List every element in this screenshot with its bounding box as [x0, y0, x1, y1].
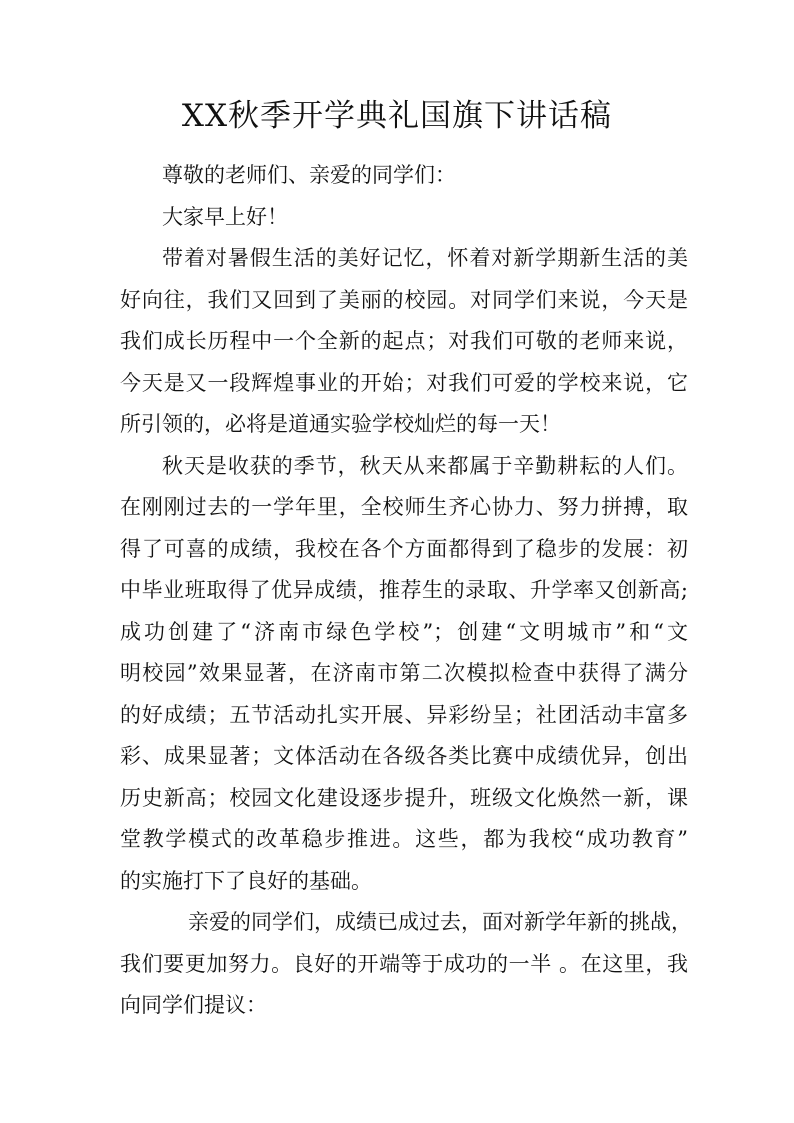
salutation-line: 尊敬的老师们、亲爱的同学们： [162, 163, 456, 187]
paragraph-2-line-5: 成功创建了“济南市绿色学校”；创建“文明城市”和“文 [120, 620, 688, 644]
paragraph-2-line-10: 堂教学模式的改革稳步推进。这些，都为我校“成功教育” [120, 827, 688, 851]
paragraph-1-line-5: 所引领的，必将是道通实验学校灿烂的每一天！ [120, 412, 561, 436]
paragraph-1-line-1: 带着对暑假生活的美好记忆，怀着对新学期新生活的美 [162, 246, 688, 270]
paragraph-3-line-2: 我们要更加努力。良好的开端等于成功的一半 。在这里，我 [120, 952, 688, 976]
paragraph-2-line-9: 历史新高；校园文化建设逐步提升，班级文化焕然一新，课 [120, 786, 688, 810]
paragraph-2-line-8: 彩、成果显著；文体活动在各级各类比赛中成绩优异，创出 [120, 744, 688, 768]
paragraph-2-line-7: 的好成绩；五节活动扎实开展、异彩纷呈；社团活动丰富多 [120, 703, 688, 727]
paragraph-2-line-3: 得了可喜的成绩，我校在各个方面都得到了稳步的发展：初 [120, 537, 688, 561]
paragraph-3-line-3: 向同学们提议： [120, 993, 267, 1017]
paragraph-1-line-3: 我们成长历程中一个全新的起点；对我们可敬的老师来说， [120, 329, 688, 353]
document-title: XX秋季开学典礼国旗下讲话稿 [181, 98, 613, 134]
greeting-line: 大家早上好！ [162, 205, 288, 229]
paragraph-2-line-1: 秋天是收获的季节，秋天从来都属于辛勤耕耘的人们。 [162, 454, 688, 478]
paragraph-2-line-6: 明校园”效果显著，在济南市第二次模拟检查中获得了满分 [120, 661, 688, 685]
paragraph-2-line-4: 中毕业班取得了优异成绩，推荐生的录取、升学率又创新高; [120, 578, 688, 602]
paragraph-1-line-2: 好向往，我们又回到了美丽的校园。对同学们来说，今天是 [120, 288, 688, 312]
paragraph-1-line-4: 今天是又一段辉煌事业的开始；对我们可爱的学校来说，它 [120, 371, 688, 395]
paragraph-2-line-11: 的实施打下了良好的基础。 [120, 869, 372, 893]
paragraph-2-line-2: 在刚刚过去的一学年里，全校师生齐心协力、努力拼搏，取 [120, 495, 688, 519]
paragraph-3-line-1: 亲爱的同学们，成绩已成过去，面对新学年新的挑战， [188, 910, 692, 934]
